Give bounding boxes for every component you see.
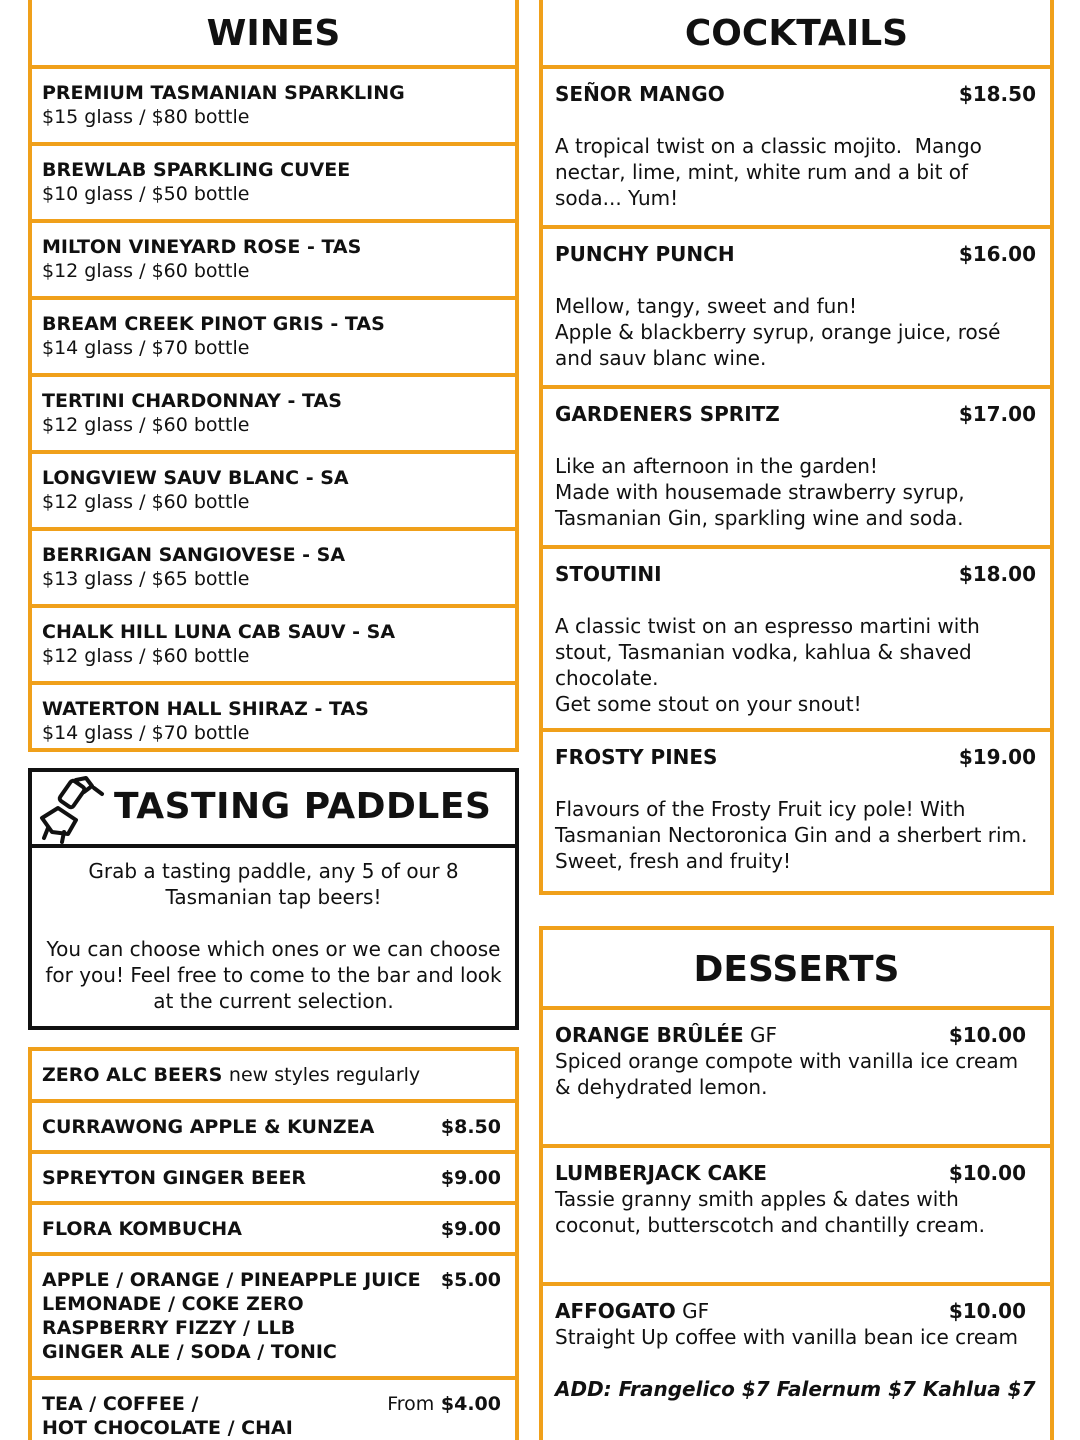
tasting-title: TASTING PADDLES xyxy=(114,786,492,827)
soft-drinks-row xyxy=(32,1256,515,1380)
hot-drink-line: HOT CHOCOLATE / CHAI xyxy=(42,1417,293,1439)
cocktail-price: $18.50 xyxy=(958,82,1036,106)
cocktail-price: $19.00 xyxy=(958,745,1036,769)
cocktail-header xyxy=(555,81,1036,107)
dessert-item xyxy=(543,1148,1050,1286)
cocktail-price: $16.00 xyxy=(958,242,1036,266)
zero-alc-subtitle: new styles regularly xyxy=(228,1064,421,1086)
dessert-description: Straight Up coffee with vanilla bean ice cream xyxy=(555,1325,1018,1349)
hot-drinks-price: $4.00 xyxy=(440,1393,501,1415)
desserts-title: DESSERTS xyxy=(543,930,1050,1010)
dessert-item xyxy=(543,1010,1050,1148)
cocktail-item xyxy=(543,732,1050,892)
cocktail-list xyxy=(543,69,1050,892)
wine-item xyxy=(32,531,515,608)
cocktail-header xyxy=(555,744,1036,770)
wine-item xyxy=(32,69,515,146)
cocktail-description-line: Apple & blackberry syrup, orange juice, rosé and sauv blanc wine. xyxy=(555,320,1007,370)
dessert-list xyxy=(543,1010,1050,1440)
wine-item xyxy=(32,146,515,223)
cocktail-description-line: Made with housemade strawberry syrup, Tasmanian Gin, sparkling wine and soda. xyxy=(555,480,972,530)
wine-price: $12 glass / $60 bottle xyxy=(42,414,250,436)
wine-name: MILTON VINEYARD ROSE - TAS xyxy=(42,236,362,258)
cocktail-name: SEÑOR MANGO xyxy=(555,82,725,106)
cocktails-section xyxy=(539,0,1054,895)
cocktail-description-line: Get some stout on your snout! xyxy=(555,692,862,716)
cocktail-description xyxy=(555,453,1036,531)
cocktail-header xyxy=(555,561,1036,587)
dessert-price: $10.00 xyxy=(948,1161,1026,1185)
desserts-section xyxy=(539,926,1054,1440)
wine-name: BREWLAB SPARKLING CUVEE xyxy=(42,159,351,181)
wine-name: PREMIUM TASMANIAN SPARKLING xyxy=(42,82,405,104)
drink-price: $8.50 xyxy=(440,1115,501,1138)
zero-alc-header xyxy=(32,1051,515,1103)
hot-drinks-from: From xyxy=(387,1393,435,1415)
dessert-name: ORANGE BRÛLÉE xyxy=(555,1023,744,1047)
wine-price: $12 glass / $60 bottle xyxy=(42,260,250,282)
cocktail-item xyxy=(543,229,1050,389)
dessert-name: AFFOGATO xyxy=(555,1299,676,1323)
cocktail-name: GARDENERS SPRITZ xyxy=(555,402,780,426)
soft-drink-line: APPLE / ORANGE / PINEAPPLE JUICE xyxy=(42,1269,421,1291)
soft-drink-line: GINGER ALE / SODA / TONIC xyxy=(42,1341,337,1363)
wine-name: BREAM CREEK PINOT GRIS - TAS xyxy=(42,313,385,335)
soft-drink-line: RASPBERRY FIZZY / LLB xyxy=(42,1317,296,1339)
cocktail-name: PUNCHY PUNCH xyxy=(555,242,735,266)
drink-item xyxy=(32,1103,515,1154)
dessert-price: $10.00 xyxy=(948,1023,1026,1047)
wines-title: WINES xyxy=(32,0,515,69)
drink-item xyxy=(32,1205,515,1256)
wine-price: $10 glass / $50 bottle xyxy=(42,183,250,205)
cocktail-item xyxy=(543,549,1050,732)
wine-name: BERRIGAN SANGIOVESE - SA xyxy=(42,544,346,566)
soft-drink-line: LEMONADE / COKE ZERO xyxy=(42,1293,304,1315)
wine-price: $12 glass / $60 bottle xyxy=(42,491,250,513)
wine-name: TERTINI CHARDONNAY - TAS xyxy=(42,390,342,412)
wine-price: $12 glass / $60 bottle xyxy=(42,645,250,667)
wine-item xyxy=(32,685,515,762)
dessert-header xyxy=(555,1160,1036,1186)
cocktail-description xyxy=(555,133,1036,211)
wine-price: $14 glass / $70 bottle xyxy=(42,337,250,359)
dessert-name: LUMBERJACK CAKE xyxy=(555,1161,767,1185)
cocktail-description-line: Flavours of the Frosty Fruit icy pole! With Tasmanian Nectoronica Gin and a sherbert rim. Sweet, fresh and fruity! xyxy=(555,797,1034,873)
wine-item xyxy=(32,223,515,300)
drink-name: FLORA KOMBUCHA xyxy=(42,1217,242,1240)
tasting-header xyxy=(32,772,515,848)
wine-item xyxy=(32,608,515,685)
cocktail-name: FROSTY PINES xyxy=(555,745,718,769)
dessert-title xyxy=(555,1160,767,1186)
dessert-description: Tassie granny smith apples & dates with coconut, butterscotch and chantilly cream. xyxy=(555,1187,985,1237)
cocktail-header xyxy=(555,241,1036,267)
cocktail-description xyxy=(555,293,1036,371)
drink-name: CURRAWONG APPLE & KUNZEA xyxy=(42,1115,375,1138)
cocktail-description-line: Mellow, tangy, sweet and fun! xyxy=(555,294,857,318)
tasting-paddles-section xyxy=(28,768,519,1030)
dessert-addons: ADD: Frangelico $7 Falernum $7 Kahlua $7 xyxy=(555,1377,1036,1401)
wine-name: CHALK HILL LUNA CAB SAUV - SA xyxy=(42,621,396,643)
wine-price: $13 glass / $65 bottle xyxy=(42,568,250,590)
drink-item xyxy=(32,1154,515,1205)
hot-drink-line: TEA / COFFEE / xyxy=(42,1393,199,1415)
wine-name: LONGVIEW SAUV BLANC - SA xyxy=(42,467,349,489)
tasting-paragraph-2: You can choose which ones or we can choose for you! Feel free to come to the bar and look at the current selection. xyxy=(45,937,502,1013)
hot-drinks-names xyxy=(42,1392,293,1440)
wines-section xyxy=(28,0,519,752)
cocktail-price: $18.00 xyxy=(958,562,1036,586)
wine-name: WATERTON HALL SHIRAZ - TAS xyxy=(42,698,369,720)
dessert-title xyxy=(555,1298,709,1324)
drink-price: $9.00 xyxy=(440,1217,501,1240)
wine-list xyxy=(32,69,515,762)
tasting-paddle-icon xyxy=(34,774,106,846)
dessert-tag: GF xyxy=(682,1299,710,1323)
hot-drinks-price-wrap xyxy=(387,1392,501,1416)
wine-price: $14 glass / $70 bottle xyxy=(42,722,250,744)
wine-item xyxy=(32,454,515,531)
cocktail-header xyxy=(555,401,1036,427)
cocktail-description-line: Like an afternoon in the garden! xyxy=(555,454,878,478)
dessert-price: $10.00 xyxy=(948,1299,1026,1323)
dessert-header xyxy=(555,1022,1036,1048)
dessert-tag: GF xyxy=(749,1023,777,1047)
dessert-description: Spiced orange compote with vanilla ice cream & dehydrated lemon. xyxy=(555,1049,1019,1099)
tasting-paragraph-1: Grab a tasting paddle, any 5 of our 8 Tasmanian tap beers! xyxy=(88,859,459,909)
drink-price: $9.00 xyxy=(440,1166,501,1189)
zero-alc-title: ZERO ALC BEERS xyxy=(42,1064,223,1086)
cocktails-title: COCKTAILS xyxy=(543,0,1050,69)
soft-drinks-price: $5.00 xyxy=(440,1269,501,1291)
cocktail-name: STOUTINI xyxy=(555,562,662,586)
dessert-title xyxy=(555,1022,777,1048)
cocktail-description-line: A tropical twist on a classic mojito. Mango nectar, lime, mint, white rum and a bit of soda... Yum! xyxy=(555,134,989,210)
drink-list xyxy=(32,1103,515,1256)
cocktail-item xyxy=(543,389,1050,549)
hot-drinks-row xyxy=(32,1380,515,1440)
cocktail-price: $17.00 xyxy=(958,402,1036,426)
cocktail-description xyxy=(555,613,1036,717)
wine-item xyxy=(32,300,515,377)
cocktail-description-line: A classic twist on an espresso martini with stout, Tasmanian vodka, kahlua & shaved chocolate. xyxy=(555,614,987,690)
wine-item xyxy=(32,377,515,454)
wine-price: $15 glass / $80 bottle xyxy=(42,106,250,128)
tasting-body xyxy=(32,848,515,1024)
cocktail-item xyxy=(543,69,1050,229)
drinks-section xyxy=(28,1047,519,1440)
soft-drinks-names xyxy=(42,1268,421,1364)
dessert-header xyxy=(555,1298,1036,1324)
drink-name: SPREYTON GINGER BEER xyxy=(42,1166,307,1189)
dessert-item xyxy=(543,1286,1050,1440)
cocktail-description xyxy=(555,796,1036,874)
